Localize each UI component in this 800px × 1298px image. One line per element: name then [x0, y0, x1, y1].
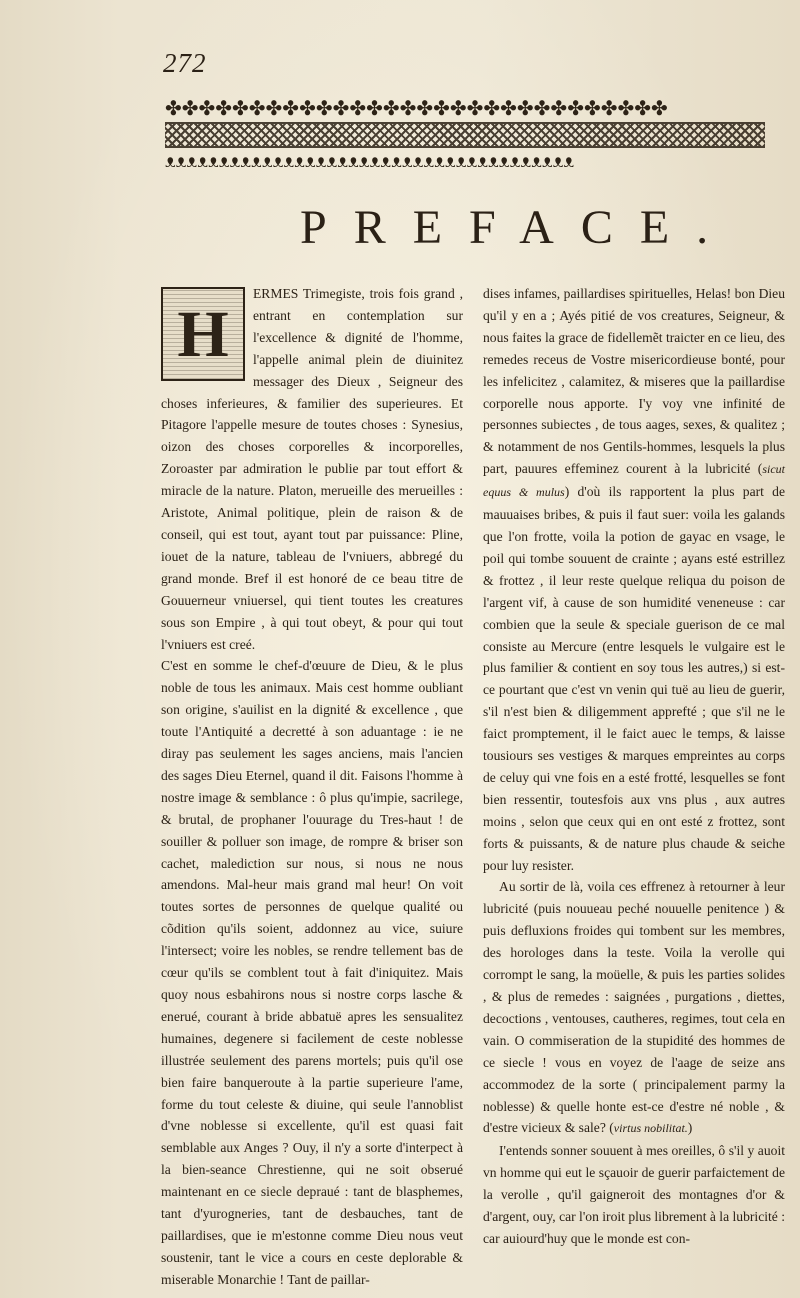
right-column: [483, 283, 785, 1250]
drop-cap: [161, 287, 245, 381]
text-segment: ) d'où ils rapportent la plus part de mauuaises bribes, & puis il faut suer: voila les galands que l'on frotte, voila la potion de gayac en vsage, le poil qui tombe souuent de crainte ; ayans esté estrillez & frottez , il leur reste quelque reliqua du poison de l'argent vif, à cause de son humidité veneneuse : car combien que la seule & speciale guerison de ce mal consiste au Mercure (entre lesquels le vulgaire est le plus familier & contient en soy tous les autres,) si est-ce pourtant que c'est vn venin qui tuë au lieu de guerir, s'il n'est bien & diligemment apprefté ; que s'il ne le faict promptement, il le faict auec le temps, & laisse tousiours ses vestiges & marques empreintes au corps de celuy qui vne fois en a esté frotté, lesquelles se font bien ressentir, toutesfois aux vns plus , aux autres moins , selon que ceux qui en ont esté z frottez, sont forts & puissants, & de nature plus chaude & seiche pour luy resister.: [483, 484, 786, 873]
drop-cap-letter: H: [177, 298, 229, 371]
text-segment: Au sortir de là, voila ces effrenez à retourner à leur lubricité (puis nouueau peché nouuelle penitence ) & puis defluxions froides qui tombent sur les membres, des horologes dans la teste. Voila la verolle qui corrompt le sang, la moüelle, & puis les parties solides , & plus de remedes : saignées , purgations , diettes, decoctions , ventouses, cautheres, regimes, tout cela en vain. O commiseration de la stupidité des hommes de ce siecle ! vous en voyez de l'aage de seize ans accommodez de la sorte ( principalement parmy la noblesse) & quelle honte est-ce d'estre né noble , & d'estre vicieux & sale? (: [483, 879, 785, 1136]
text-segment: dises infames, paillardises spirituelles, Helas! bon Dieu qu'il y en a ; Ayés pitié de vos creatures, Seigneur, & nous faites la grace de fidellemẽt traicter en ce lieu, des remedes receus de Vostre misericordieuse bonté, pour les infelicitez , calamitez, & miseres que la paillardise corporelle nous apporte. I'y voy vne infinité de personnes subiectes , de tous aages, sexes, & qualitez ; & notamment de nos Gentils-hommes, lesquels la plus part, pauures effeminez courent à la lubricité (: [483, 286, 785, 477]
ornament-bottom-row: ᴥᴥᴥᴥᴥᴥᴥᴥᴥᴥᴥᴥᴥᴥᴥᴥᴥᴥᴥᴥᴥᴥᴥᴥᴥᴥᴥᴥᴥᴥᴥᴥᴥᴥᴥᴥᴥᴥ: [165, 150, 575, 172]
page-title: PREFACE.: [300, 201, 736, 254]
paragraph-right-second: [483, 876, 785, 1140]
header-ornament: [165, 98, 765, 170]
paragraph-left-second: C'est en somme le chef-d'œuure de Dieu, & le plus noble de tous les animaux. Mais cest homme oubliant son origine, s'auilist en la dignité & excellence , que toute l'Antiquité a decretté à son aduantage : ie ne diray pas seulement les sages anciens, mais l'ancien des sages Dieu Eternel, quand il dit. Faisons l'homme à nostre image & semblance : ô plus qu'impie, sacrilege, & brutal, de prophaner l'ouurage du Tres-haut ! de souiller & polluer son image, de rompre & briser son cachet, malediction sur nous, si nous ne nous amendons. Mal-heur mais grand mal heur! On voit toutes sortes de personnes de quelque qualité ou cõdition qu'ils soient, addonnez au vice, suiure l'intersect; voire les nobles, se rendre tellement bas de cœur qu'ils se comblent tout à fait d'iniquitez. Mais quoy nous esbahirons nous si nostre corps lasche & enerué, courant à bride abbatuë apres les sensualitez humaines, degenere si facilement de ceste noblesse illustrée seulement des parens mortels; puis qu'il ose bien faire banqueroute à la partie superieure l'ame, forme du tout celeste & diuine, qui seule l'annoblist d'vne noblesse si excellente, qu'il est quasi fait semblable aux Anges ? Ouy, il n'y a sorte d'interpect à la bien-seance Chrestienne, qui ne soit obserué maintenant en ce siecle depraué : tant de blasphemes, tant d'yurogneries, tant de desbauches, tant de paillardises, que ie m'estonne comme Dieu nous veut soustenir, tant le vice a cours en ceste deplorable & miserable Monarchie ! Tant de paillar-: [161, 658, 463, 1287]
paragraph-opening: ERMES Trimegiste, trois fois grand , entrant en contemplation sur l'excellence & dignité de l'homme, l'appelle animal plein de diuinitez messager des Dieux , Seigneur des choses inferieures, & familier des superieures. Et Pitagore l'appelle mesure de toutes choses : Synesius, oizon des choses corporelles & incorporelles, Zoroaster par admiration le publie par tout effort & miracle de la nature. Platon, merueille des merueilles : Aristote, Animal politique, plein de raison & de conseil, qui est tout, ayant tout par puissance: Pline, iouet de la nature, tableau de l'vniuers, abbregé du grand monde. Bref il est honoré de ce beau titre de Gouuerneur vniuersel, qui tient toutes les creatures sous son Empire , à qui tout obeyt, & pour qui tout l'vniuers est creé.: [161, 286, 463, 652]
text-segment: ): [687, 1120, 693, 1136]
page-number: 272: [163, 48, 207, 78]
latin-phrase: sicut equus & mulus: [483, 462, 785, 500]
ornament-band: [165, 122, 765, 148]
latin-phrase: virtus nobilitat.: [613, 1121, 688, 1136]
paragraph-right-first: [483, 283, 785, 876]
ornament-top-row: ✤✤✤✤✤✤✤✤✤✤✤✤✤✤✤✤✤✤✤✤✤✤✤✤✤✤✤✤✤✤: [165, 98, 668, 120]
paragraph-right-third: I'entends sonner souuent à mes oreilles, ô s'il y auoit vn homme qui eut le sçauoir de guerir parfaictement de la verolle , qu'il gaigneroit des montagnes d'or & d'argent, ouy, car l'on iroit plus librement à la lubricité : car auiourd'huy que le monde est con-: [483, 1143, 785, 1246]
left-column: [161, 283, 463, 1291]
